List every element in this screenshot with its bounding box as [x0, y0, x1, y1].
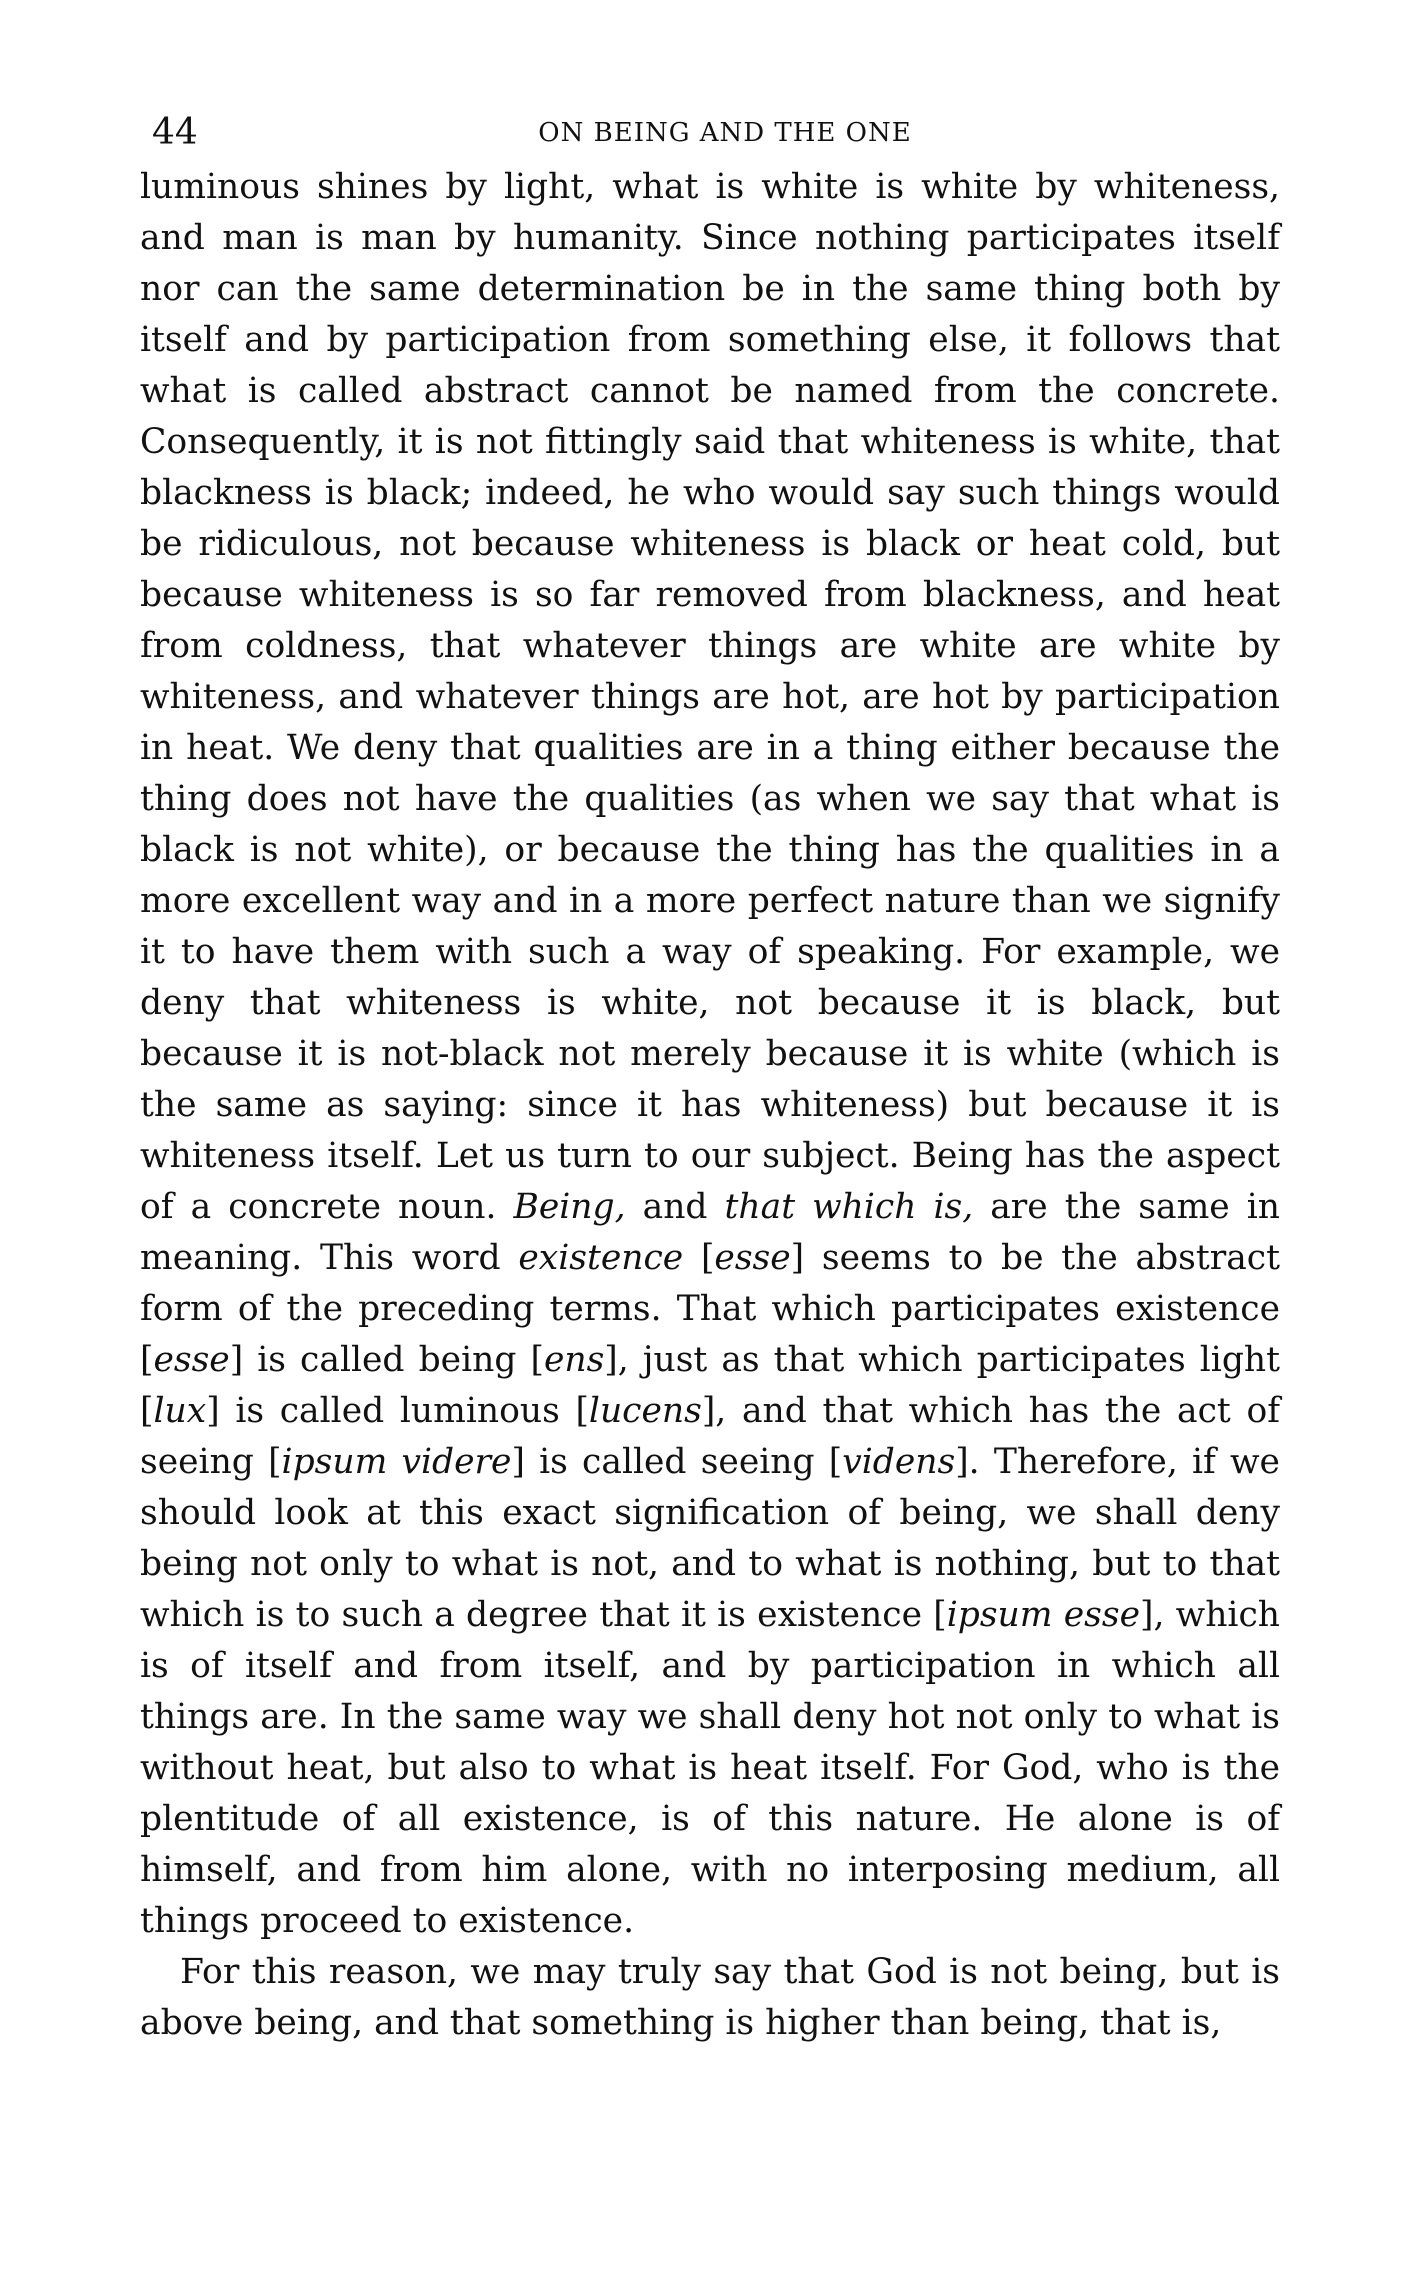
italic-text: videns	[842, 1442, 956, 1482]
text-run: are the same in meaning. This word	[140, 1187, 1280, 1278]
text-run: ] is called luminous [	[206, 1391, 589, 1431]
text-run: ] seems to be the abstract form of the preceding terms. That which participates existence [	[140, 1238, 1280, 1380]
italic-text: esse	[714, 1238, 791, 1278]
body-text	[140, 162, 1280, 2049]
page-number: 44	[152, 112, 198, 153]
text-run: [	[683, 1238, 715, 1278]
text-run: ]. Therefore, if we should look at this exact signification of being, we shall deny being not only to what is not, and to what is nothing, but to that which is to such a degree that it is existence [	[140, 1442, 1280, 1635]
paragraph	[140, 1947, 1280, 2049]
italic-text: ipsum videre	[281, 1442, 512, 1482]
text-run: ], and that which has the act of seeing [	[140, 1391, 1280, 1482]
text-run: ] is called seeing [	[511, 1442, 843, 1482]
italic-text: ens	[543, 1340, 605, 1380]
paragraph	[140, 162, 1280, 1947]
text-run: ], just as that which participates light [	[140, 1340, 1280, 1431]
text-run: ], which is of itself and from itself, and by participation in which all things are. In the same way we shall deny hot not only to what is without heat, but also to what is heat itself. For God, who is the plentitude of all existence, is of this nature. He alone is of himself, and from him alone, with no interposing medium, all things proceed to existence.	[140, 1595, 1280, 1941]
italic-text: lucens	[588, 1391, 702, 1431]
italic-text: lux	[153, 1391, 207, 1431]
italic-text: that which is,	[724, 1187, 974, 1227]
running-head: ON BEING AND THE ONE	[538, 118, 912, 148]
text-run: ] is called being [	[229, 1340, 544, 1380]
page-header	[140, 108, 1310, 158]
italic-text: Being,	[513, 1187, 626, 1227]
italic-text: existence	[518, 1238, 684, 1278]
text-run: luminous shines by light, what is white is white by whiteness, and man is man by humanity. Since nothing participates itself nor can the same determination be in the same thing both by itself and by participation from something else, it follows that what is called abstract cannot be named from the concrete. Consequently, it is not fittingly said that whiteness is white, that blackness is black; indeed, he who would say such things would be ridiculous, not because whiteness is black or heat cold, but because whiteness is so far removed from blackness, and heat from coldness, that whatever things are white are white by whiteness, and whatever things are hot, are hot by participation in heat. We deny that qualities are in a thing either because the thing does not have the qualities (as when we say that what is black is not white), or because the thing has the qualities in a more excellent way and in a more perfect nature than we signify it to have them with such a way of speaking. For example, we deny that whiteness is white, not because it is black, but because it is not-black not merely because it is white (which is the same as saying: since it has whiteness) but because it is whiteness itself. Let us turn to our subject. Being has the aspect of a concrete noun.	[140, 167, 1280, 1227]
text-run: For this reason, we may truly say that God is not being, but is above being, and that something is higher than being, that is,	[140, 1952, 1280, 2043]
italic-text: ipsum esse	[946, 1595, 1140, 1635]
italic-text: esse	[153, 1340, 230, 1380]
text-run: and	[625, 1187, 725, 1227]
